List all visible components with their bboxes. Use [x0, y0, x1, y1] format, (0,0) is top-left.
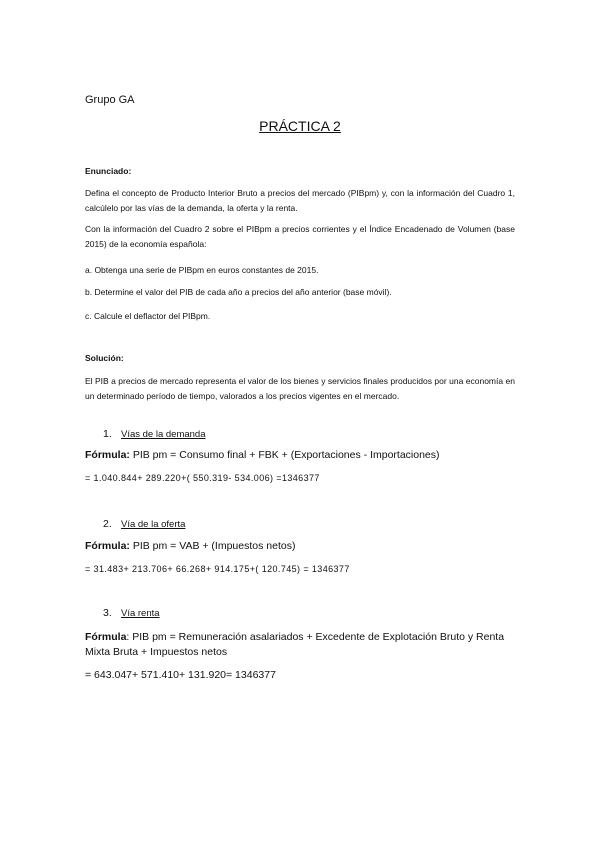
- enunciado-paragraph-1: Defina el concepto de Producto Interior Bruto a precios del mercado (PIBpm) y, con la información del Cuadro 1, calcúlelo por las vías de la demanda, la oferta y la renta.: [85, 188, 515, 213]
- section-3-calculation: = 643.047+ 571.410+ 131.920= 1346377: [85, 669, 276, 681]
- page-title: PRÁCTICA 2: [259, 118, 341, 134]
- section-2-calculation: = 31.483+ 213.706+ 66.268+ 914.175+( 120.745) = 1346377: [85, 564, 350, 574]
- section-2-heading: [103, 518, 185, 530]
- section-3-heading: [103, 607, 160, 619]
- formula-text: PIB pm = VAB + (Impuestos netos): [129, 540, 296, 552]
- enunciado-heading: Enunciado:: [85, 166, 132, 176]
- section-1-label: Vías de la demanda: [121, 429, 206, 440]
- section-2-label: Vía de la oferta: [121, 519, 186, 530]
- enunciado-paragraph-2: Con la información del Cuadro 2 sobre el PIBpm a precios corrientes y el Índice Encadenado de Volumen (base 2015) de la economía española:: [85, 224, 515, 249]
- solucion-paragraph: El PIB a precios de mercado representa el valor de los bienes y servicios finales producidos por una economía en un determinado período de tiempo, valorados a los precios vigentes en el mercado.: [85, 376, 515, 401]
- formula-label: Fórmula:: [85, 449, 130, 461]
- solucion-heading: Solución:: [85, 353, 124, 363]
- section-1-formula: [85, 448, 525, 463]
- enunciado-item-b: b. Determine el valor del PIB de cada año a precios del año anterior (base móvil).: [85, 287, 392, 297]
- formula-label: Fórmula:: [85, 540, 130, 552]
- section-3-number: 3.: [103, 607, 112, 619]
- group-label: Grupo GA: [85, 94, 135, 106]
- formula-label: Fórmula: [85, 631, 127, 643]
- formula-text: PIB pm = Consumo final + FBK + (Exportaciones - Importaciones): [129, 449, 440, 461]
- section-1-heading: [103, 428, 206, 440]
- section-3-formula: [85, 630, 525, 660]
- formula-text: : PIB pm = Remuneración asalariados + Excedente de Explotación Bruto y Renta Mixta Bruta + Impuestos netos: [85, 631, 505, 658]
- section-2-number: 2.: [103, 518, 112, 530]
- section-1-number: 1.: [103, 428, 112, 440]
- enunciado-item-c: c. Calcule el deflactor del PIBpm.: [85, 311, 211, 321]
- section-3-label: Vía renta: [121, 608, 160, 619]
- enunciado-item-a: a. Obtenga una serie de PIBpm en euros constantes de 2015.: [85, 265, 319, 275]
- section-1-calculation: = 1.040.844+ 289.220+( 550.319- 534.006) =1346377: [85, 473, 320, 483]
- section-2-formula: [85, 539, 525, 554]
